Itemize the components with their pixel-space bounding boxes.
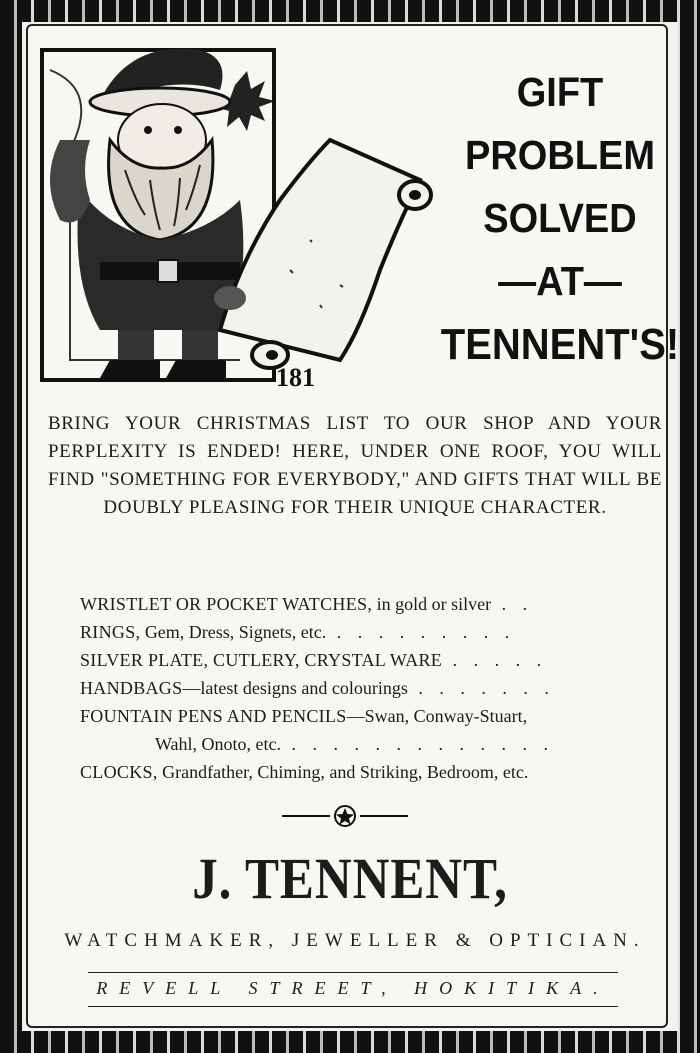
list-item: Wahl, Onoto, etc. . . . . . . . . . . . . . <box>155 734 555 754</box>
business-trade: WATCHMAKER, JEWELLER & OPTICIAN. <box>64 930 646 951</box>
list-item: WRISTLET OR POCKET WATCHES, in gold or silver . . <box>80 594 534 614</box>
headline-line-3: SOLVED <box>483 196 637 242</box>
headline-line-1: GIFT <box>516 70 604 116</box>
santa-boot-left <box>100 360 160 378</box>
divider-rule <box>88 972 618 973</box>
santa-illustration <box>40 30 440 390</box>
intro-paragraph: BRING YOUR CHRISTMAS LIST TO OUR SHOP AND YOUR PERPLEXITY IS ENDED! HERE, UNDER ONE ROOF, YOU WILL FIND "SOMETHING FOR EVERYBODY," AND GIFTS THAT WILL BE DOUBLY PLEASING FOR THEIR UNIQUE CHARACTER. <box>48 413 662 518</box>
product-list <box>80 590 640 786</box>
headline <box>440 62 680 377</box>
belt-buckle <box>158 260 178 282</box>
list-item: SILVER PLATE, CUTLERY, CRYSTAL WARE . . . . . <box>80 650 548 670</box>
santa-boot-right <box>166 360 226 378</box>
list-item: CLOCKS, Grandfather, Chiming, and Striking, Bedroom, etc. <box>80 762 529 782</box>
headline-line-2: PROBLEM <box>465 133 655 179</box>
divider-rule <box>88 1006 618 1007</box>
scroll-icon <box>220 140 431 368</box>
list-item: HANDBAGS—latest designs and colourings . . . . . . . <box>80 678 555 698</box>
headline-line-5: TENNENT'S! <box>440 321 680 369</box>
business-address: REVELL STREET, HOKITIKA. <box>96 978 610 998</box>
list-item: FOUNTAIN PENS AND PENCILS—Swan, Conway-Stuart, <box>80 706 528 726</box>
headline-line-4: —AT— <box>498 259 622 305</box>
list-item: RINGS, Gem, Dress, Signets, etc. . . . . . . . . . <box>80 622 516 642</box>
illustration-number: 181 <box>276 363 315 390</box>
star-icon <box>336 808 354 825</box>
star-divider <box>282 804 408 828</box>
business-name: J. TENNENT, <box>192 846 508 911</box>
